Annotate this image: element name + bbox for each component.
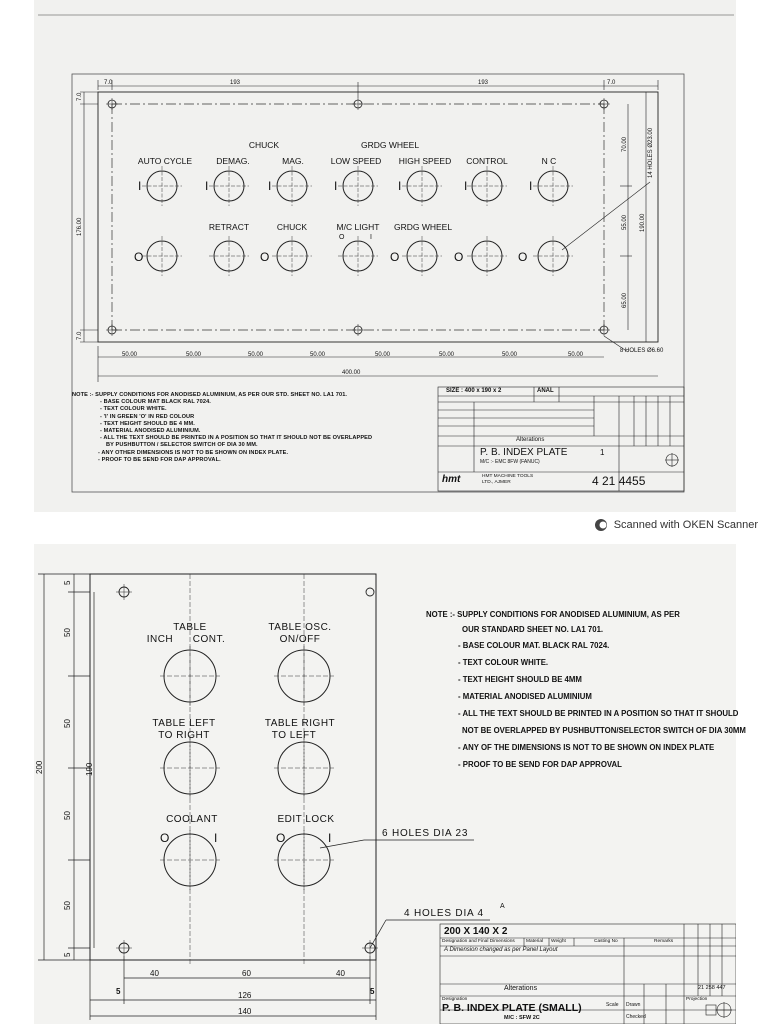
drawn-label: Drawn (626, 1002, 641, 1008)
company-name: HMT MACHINE TOOLS LTD., AJMER (482, 474, 534, 485)
note-line: - MATERIAL ANODISED ALUMINIUM (458, 692, 592, 701)
dim-h-5-left: 5 (116, 987, 121, 996)
i-marker: I (464, 179, 468, 193)
header-casting-no: Casting No (594, 939, 618, 944)
dim-spacing: 50.00 (502, 352, 518, 358)
o-marker: O (518, 250, 528, 264)
note-line: - TEXT HEIGHT SHOULD BE 4MM (458, 675, 582, 684)
dim-h-140: 140 (238, 1007, 252, 1016)
edit-lock-label: EDIT LOCK (277, 814, 335, 825)
inch-cont-label: INCH CONT. (146, 634, 226, 645)
coolant-i: I (214, 831, 218, 845)
nc-label: N C (541, 156, 557, 166)
auto-cycle-label: AUTO CYCLE (137, 156, 193, 166)
dim-v-200: 200 (35, 760, 44, 774)
chuck-header-label: CHUCK (248, 140, 280, 150)
high-speed-label: HIGH SPEED (398, 156, 452, 166)
drawing-number: 4 21 4455 (592, 474, 646, 488)
dim-spacing: 50.00 (310, 352, 326, 358)
o-marker: O (390, 250, 400, 264)
holes-6-6-callout: 8 HOLES Ø6.60 (620, 348, 664, 354)
header-designation: Designation and Final Dimensions (442, 939, 515, 944)
notes-block-1 (72, 392, 372, 464)
table-left-label: TABLE LEFT (152, 718, 216, 729)
o-marker: O (260, 250, 270, 264)
dim-v-50: 50 (63, 719, 72, 728)
note-line: - BASE COLOUR MAT BLACK RAL 7024. (100, 399, 211, 406)
dim-left-top-edge: 7.0 (77, 92, 83, 101)
note-line: NOT BE OVERLAPPED BY PUSHBUTTON/SELECTOR SWITCH OF DIA 30MM (462, 726, 746, 735)
dim-h-40-left: 40 (150, 969, 159, 978)
dim-v-50: 50 (63, 811, 72, 820)
note-line: NOTE :- SUPPLY CONDITIONS FOR ANODISED ALUMINIUM, AS PER (426, 610, 680, 619)
mc-text: M/C :- EMC 8FW (FANUC) (480, 459, 540, 465)
designation-label: Designation (442, 997, 468, 1002)
note-line: - PROOF TO BE SEND FOR DAP APPROVAL. (98, 456, 221, 463)
note-line: NOTE :- SUPPLY CONDITIONS FOR ANODISED ALUMINIUM, AS PER OUR STD. SHEET NO. LA1 701. (72, 392, 348, 398)
header-remarks: Remarks (654, 939, 674, 944)
checked-label: Checked (626, 1014, 646, 1020)
note-line: - TEXT COLOUR WHITE. (100, 406, 167, 413)
table-label: TABLE (173, 622, 207, 633)
scale-value: 1 (600, 448, 605, 457)
to-right-label: TO RIGHT (158, 730, 210, 741)
dim-top-left-edge: 7.0 (104, 80, 113, 86)
i-marker: I (529, 179, 533, 193)
mc-text: M/C : SFW 2C (504, 1015, 540, 1021)
note-line: - 'I' IN GREEN 'O' IN RED COLOUR (100, 413, 195, 420)
dim-v-50: 50 (63, 628, 72, 637)
dim-right-70: 70.00 (622, 136, 628, 152)
dim-total-width: 400.00 (342, 370, 361, 376)
mc-light-label: M/C LIGHT (336, 222, 380, 232)
table-right-label: TABLE RIGHT (264, 718, 336, 729)
notes-block-2 (426, 606, 746, 773)
retract-label: RETRACT (208, 222, 250, 232)
scale-label: Scale (606, 1002, 619, 1008)
coolant-o: O (160, 831, 170, 845)
table-osc-label: TABLE OSC. (268, 622, 332, 633)
chuck-label: CHUCK (276, 222, 308, 232)
dim-v-5-bottom: 5 (63, 952, 72, 957)
low-speed-label: LOW SPEED (330, 156, 382, 166)
dim-spacing: 50.00 (439, 352, 455, 358)
dim-v-190: 190 (85, 762, 94, 776)
revision-a-mark: A (500, 903, 505, 910)
grdg-wheel-label: GRDG WHEEL (393, 222, 453, 232)
dim-h-60: 60 (242, 969, 251, 978)
note-line: OUR STANDARD SHEET NO. LA1 701. (462, 625, 604, 634)
to-left-label: TO LEFT (271, 730, 317, 741)
dim-left-height: 176.00 (77, 217, 83, 236)
i-marker: I (205, 179, 209, 193)
dim-v-50: 50 (63, 901, 72, 910)
drawing-sheet-1 (34, 0, 736, 512)
on-off-label: ON/OFF (279, 634, 321, 645)
note-line: - BASE COLOUR MAT. BLACK RAL 7024. (458, 641, 610, 650)
alterations-label: Alterations (516, 437, 545, 443)
holes-23-callout: 14 HOLES Ø23.00 (648, 127, 654, 178)
note-line: - TEXT HEIGHT SHOULD BE 4 MM. (100, 420, 195, 427)
grdg-wheel-header-label: GRDG WHEEL (360, 140, 420, 150)
projection-label: Projection (686, 997, 708, 1002)
dim-top-193-right: 193 (478, 80, 489, 86)
i-marker: I (398, 179, 402, 193)
dim-left-bottom-edge: 7.0 (77, 331, 83, 340)
holes-4-callout: 4 HOLES DIA 4 (404, 908, 484, 919)
drawing-number: 21 258 447 (698, 985, 726, 991)
mc-light-o: O (339, 234, 345, 241)
demag-label: DEMAG. (216, 156, 250, 166)
size-text: SIZE : 400 x 190 x 2 (446, 388, 502, 394)
dim-h-126: 126 (238, 991, 252, 1000)
i-marker: I (138, 179, 142, 193)
note-line: - ANY OF THE DIMENSIONS IS NOT TO BE SHOWN ON INDEX PLATE (458, 743, 715, 752)
o-marker: O (134, 250, 144, 264)
dim-spacing: 50.00 (186, 352, 202, 358)
dim-right-65: 65.00 (622, 292, 628, 308)
note-line: - MATERIAL ANODISED ALUMINIUM. (100, 428, 201, 435)
header-weight: Weight (551, 939, 566, 944)
dim-top-193-left: 193 (230, 80, 241, 86)
i-marker: I (334, 179, 338, 193)
note-line: - TEXT COLOUR WHITE. (458, 658, 549, 667)
dim-top-right-edge: 7.0 (607, 80, 616, 86)
i-marker: I (268, 179, 272, 193)
dim-spacing: 50.00 (568, 352, 584, 358)
material-text: ANAL (537, 388, 554, 394)
edit-lock-o: O (276, 831, 286, 845)
scanner-watermark (594, 518, 758, 532)
control-label: CONTROL (466, 156, 508, 166)
holes-23-callout: 6 HOLES DIA 23 (382, 828, 469, 839)
note-line: - ANY OTHER DIMENSIONS IS NOT TO BE SHOWN ON INDEX PLATE. (98, 449, 289, 456)
note-line: - PROOF TO BE SEND FOR DAP APPROVAL (458, 760, 622, 769)
dim-spacing: 50.00 (248, 352, 264, 358)
size-text: 200 X 140 X 2 (444, 926, 508, 937)
dim-right-190: 190.00 (640, 213, 646, 232)
scanner-text: Scanned with OKEN Scanner (613, 519, 758, 531)
note-line: - ALL THE TEXT SHOULD BE PRINTED IN A POSITION SO THAT IT SHOULD NOT BE OVERLAPPED (100, 435, 373, 442)
dim-right-55: 55.00 (622, 214, 628, 230)
coolant-label: COOLANT (166, 814, 218, 825)
dim-h-5-right: 5 (370, 987, 375, 996)
note-line: - ALL THE TEXT SHOULD BE PRINTED IN A POSITION SO THAT IT SHOULD (458, 709, 739, 718)
edit-lock-i: I (328, 831, 332, 845)
header-material: Material (526, 939, 544, 944)
dim-spacing: 50.00 (375, 352, 391, 358)
dim-v-5-top: 5 (63, 580, 72, 585)
revision-note: A Dimension changed as per Panel Layout (444, 947, 558, 953)
designation-text: P. B. INDEX PLATE (SMALL) (442, 1002, 582, 1014)
dim-spacing: 50.00 (122, 352, 138, 358)
alterations-label: Alterations (504, 985, 538, 992)
mag-label: MAG. (282, 156, 304, 166)
company-logo: hmt (442, 474, 461, 485)
note-line: BY PUSHBUTTON / SELECTOR SWITCH OF DIA 30 MM. (106, 442, 258, 449)
mc-light-i: I (370, 234, 372, 241)
scanner-logo-icon (594, 518, 608, 532)
o-marker: O (454, 250, 464, 264)
drawing-sheet-2 (34, 544, 746, 1024)
designation-text: P. B. INDEX PLATE (480, 447, 568, 458)
dim-h-40-right: 40 (336, 969, 345, 978)
